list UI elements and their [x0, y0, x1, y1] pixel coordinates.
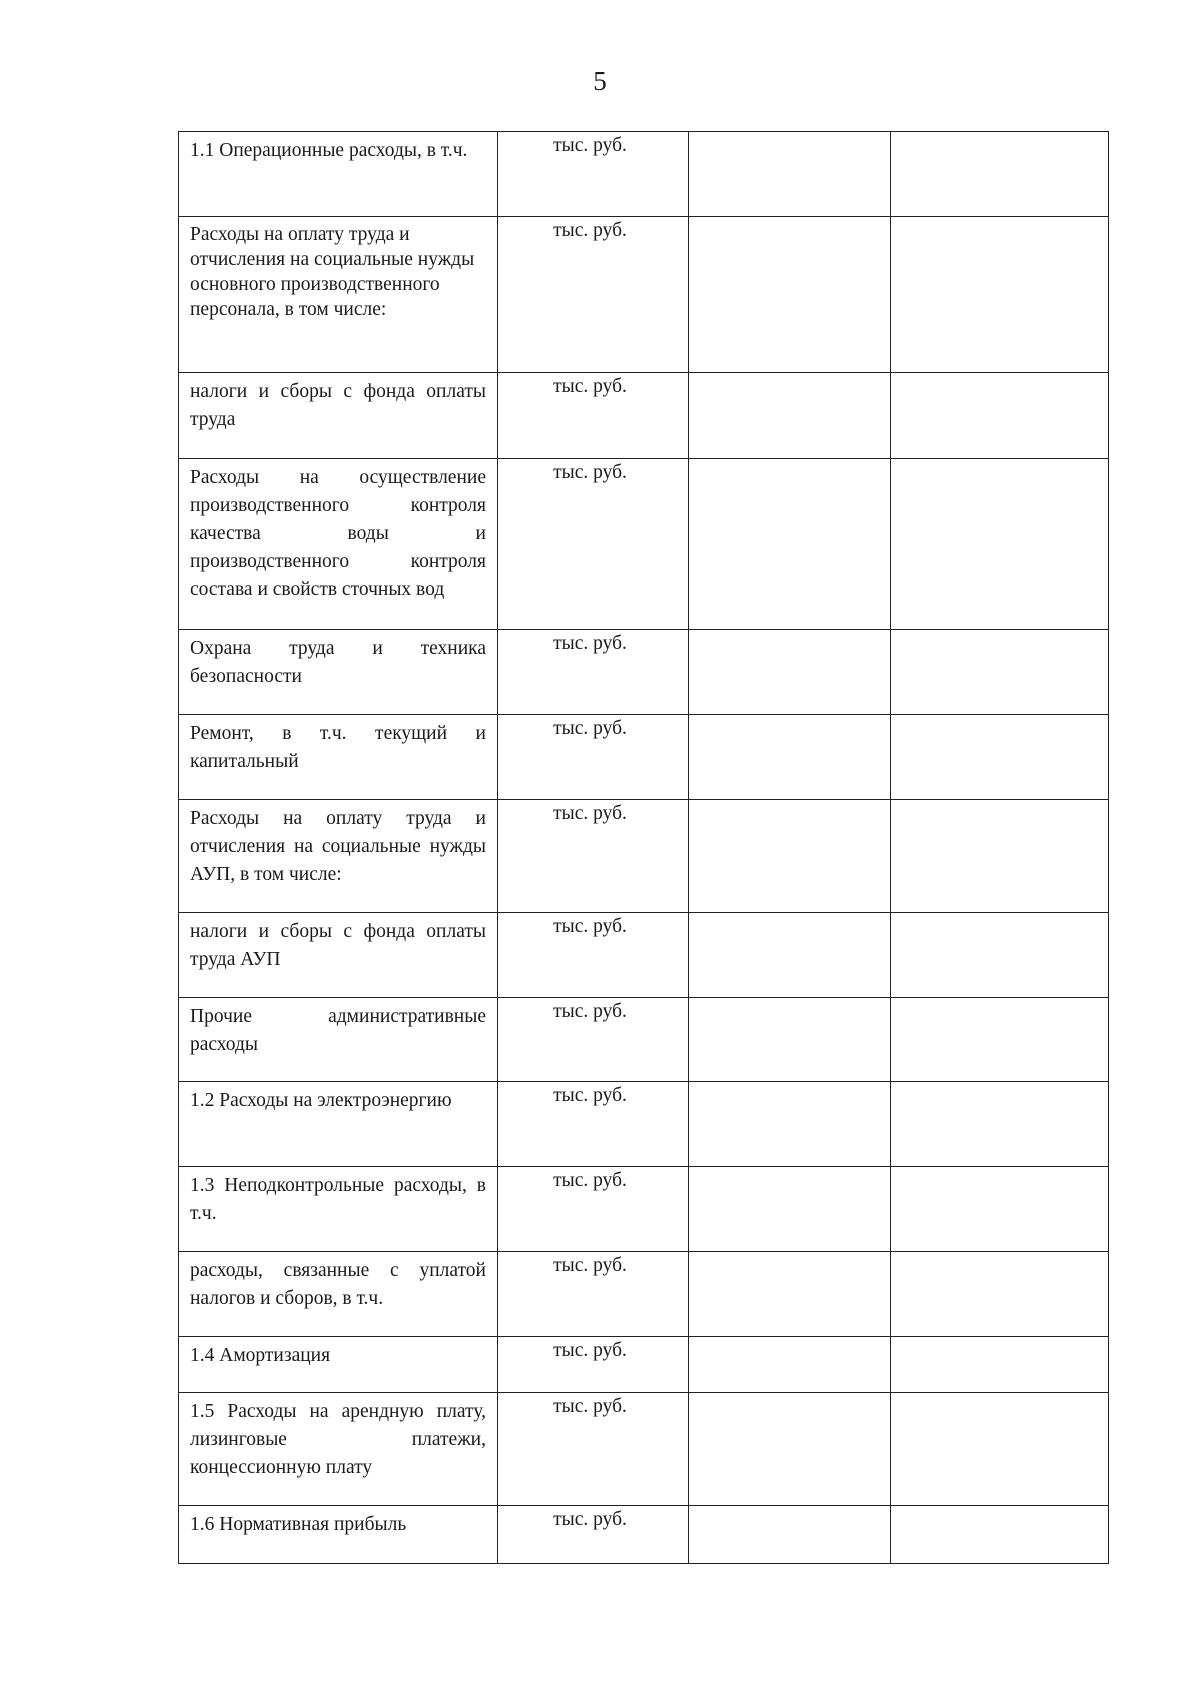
row-unit: тыс. руб. — [553, 633, 627, 654]
row-name: 1.4 Амортизация — [190, 1345, 331, 1366]
row-name-cell — [179, 217, 498, 373]
row-value-cell — [891, 132, 1109, 217]
row-unit: тыс. руб. — [553, 718, 627, 739]
table-row — [179, 715, 1109, 800]
row-value-cell — [689, 715, 891, 800]
row-value-cell — [689, 1337, 891, 1393]
row-name: налоги и сборы с фонда оплаты труда — [190, 381, 486, 430]
row-value-cell — [891, 1393, 1109, 1506]
row-value-cell — [689, 1393, 891, 1506]
row-unit-cell — [498, 1252, 689, 1337]
row-value-cell — [891, 715, 1109, 800]
table-row — [179, 630, 1109, 715]
page-number: 5 — [593, 66, 607, 96]
row-value-cell — [891, 373, 1109, 459]
row-unit-cell — [498, 132, 689, 217]
table-row — [179, 459, 1109, 630]
row-name: Расходы на оплату труда и отчисления на социальные нужды АУП, в том числе: — [190, 808, 486, 885]
row-name: 1.2 Расходы на электроэнергию — [190, 1090, 452, 1111]
row-unit: тыс. руб. — [553, 462, 627, 483]
row-value-cell — [891, 998, 1109, 1082]
row-value-cell — [689, 800, 891, 913]
row-unit-cell — [498, 715, 689, 800]
row-name-cell — [179, 459, 498, 630]
row-name-cell — [179, 715, 498, 800]
row-name-cell — [179, 913, 498, 998]
table-row — [179, 998, 1109, 1082]
row-name-cell — [179, 998, 498, 1082]
row-unit: тыс. руб. — [553, 916, 627, 937]
table-row — [179, 132, 1109, 217]
row-unit-cell — [498, 373, 689, 459]
row-name: 1.3 Неподконтрольные расходы, в т.ч. — [190, 1175, 486, 1224]
row-unit-cell — [498, 630, 689, 715]
row-name: Ремонт, в т.ч. текущий и капитальный — [190, 723, 486, 772]
row-value-cell — [689, 913, 891, 998]
row-name: Охрана труда и техника безопасности — [190, 638, 486, 687]
row-unit: тыс. руб. — [553, 135, 627, 156]
row-name: Расходы на осуществление производственного контроля качества воды и производственного контроля состава и свойств сточных вод — [190, 467, 486, 600]
table-row — [179, 217, 1109, 373]
table-row — [179, 1252, 1109, 1337]
row-unit: тыс. руб. — [553, 1085, 627, 1106]
row-name: 1.6 Нормативная прибыль — [190, 1514, 407, 1535]
row-unit: тыс. руб. — [553, 376, 627, 397]
row-unit: тыс. руб. — [553, 220, 627, 241]
row-value-cell — [891, 913, 1109, 998]
row-unit-cell — [498, 998, 689, 1082]
row-unit-cell — [498, 913, 689, 998]
table-row — [179, 1506, 1109, 1564]
table-row — [179, 1337, 1109, 1393]
row-name-cell — [179, 630, 498, 715]
row-unit: тыс. руб. — [553, 1509, 627, 1530]
row-name: Прочие административные расходы — [190, 1006, 486, 1055]
row-unit-cell — [498, 1393, 689, 1506]
row-value-cell — [689, 373, 891, 459]
row-value-cell — [891, 630, 1109, 715]
row-unit-cell — [498, 459, 689, 630]
row-unit: тыс. руб. — [553, 1170, 627, 1191]
row-value-cell — [689, 630, 891, 715]
row-value-cell — [689, 1506, 891, 1564]
row-value-cell — [689, 1167, 891, 1252]
row-name-cell — [179, 1252, 498, 1337]
row-name-cell — [179, 1393, 498, 1506]
row-unit: тыс. руб. — [553, 1340, 627, 1361]
row-value-cell — [891, 800, 1109, 913]
row-value-cell — [891, 217, 1109, 373]
row-value-cell — [689, 1252, 891, 1337]
row-unit-cell — [498, 1337, 689, 1393]
row-name: 1.5 Расходы на арендную плату, лизинговые платежи, концессионную плату — [190, 1401, 486, 1478]
table-row — [179, 913, 1109, 998]
row-value-cell — [891, 1082, 1109, 1167]
row-name-cell — [179, 1082, 498, 1167]
table-row — [179, 1393, 1109, 1506]
row-unit-cell — [498, 1082, 689, 1167]
row-name: 1.1 Операционные расходы, в т.ч. — [190, 140, 468, 161]
row-value-cell — [689, 1082, 891, 1167]
row-name-cell — [179, 1167, 498, 1252]
row-unit-cell — [498, 800, 689, 913]
row-value-cell — [689, 459, 891, 630]
row-name-cell — [179, 373, 498, 459]
row-value-cell — [891, 1506, 1109, 1564]
table-row — [179, 1167, 1109, 1252]
cost-table — [178, 131, 1109, 1564]
row-unit: тыс. руб. — [553, 803, 627, 824]
row-value-cell — [891, 1252, 1109, 1337]
row-value-cell — [891, 1167, 1109, 1252]
row-unit-cell — [498, 1506, 689, 1564]
row-value-cell — [689, 132, 891, 217]
table-row — [179, 1082, 1109, 1167]
row-name-cell — [179, 1506, 498, 1564]
row-unit-cell — [498, 217, 689, 373]
row-unit: тыс. руб. — [553, 1396, 627, 1417]
row-name-cell — [179, 132, 498, 217]
row-unit: тыс. руб. — [553, 1001, 627, 1022]
row-unit: тыс. руб. — [553, 1255, 627, 1276]
row-name-cell — [179, 800, 498, 913]
table-row — [179, 800, 1109, 913]
row-name: Расходы на оплату труда и отчисления на социальные нужды основного производственного персонала, в том числе: — [190, 224, 475, 320]
row-value-cell — [891, 1337, 1109, 1393]
row-name: налоги и сборы с фонда оплаты труда АУП — [190, 921, 486, 970]
row-value-cell — [689, 217, 891, 373]
row-name-cell — [179, 1337, 498, 1393]
row-value-cell — [689, 998, 891, 1082]
row-unit-cell — [498, 1167, 689, 1252]
table-row — [179, 373, 1109, 459]
row-value-cell — [891, 459, 1109, 630]
row-name: расходы, связанные с уплатой налогов и сборов, в т.ч. — [190, 1260, 486, 1309]
